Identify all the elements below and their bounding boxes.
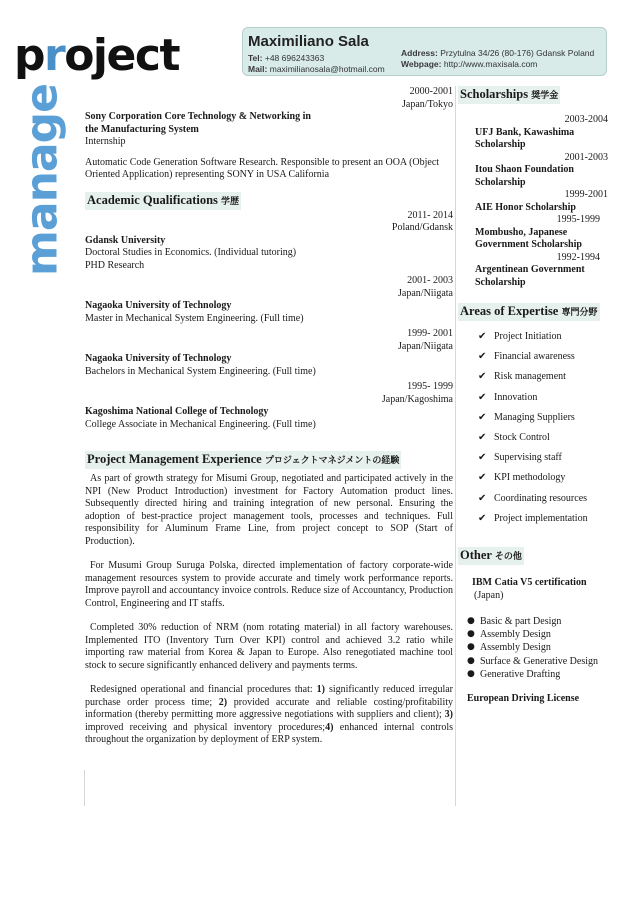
address: Przytulna 34/26 (80-176) Gdansk Poland [440, 48, 595, 58]
bullet-icon: ● [467, 655, 475, 666]
section-title-pm: Project Management Experience プロジェクトマネジメントの経験 [85, 451, 401, 469]
pm-paragraph: Completed 30% reduction of NRM (nom rotating material) in all factory warehouses. Implemented ITO (Inventory Turn Over KPI) control and achieved 3.2 ratio while importing raw material from Korea & Japan to Europe. Also renegotiated machine tool stock to secure significantly enhanced delivery and payments terms. [85, 622, 453, 671]
check-icon: ✔ [478, 512, 487, 524]
list-item: ✔ Financial awareness [458, 347, 608, 367]
bullet-icon: ● [467, 669, 475, 680]
list-item: ✔ KPI methodology [458, 468, 608, 488]
certification-note: (Japan) [474, 590, 504, 602]
scholarship-entry: 1992-1994 Argentinean Government Scholarship [475, 251, 600, 288]
check-icon: ✔ [478, 431, 487, 443]
scholarship-entry: 1999-2001 AIE Honor Scholarship [475, 189, 608, 213]
contact-header [242, 27, 607, 76]
list-item: ✔ Supervising staff [458, 448, 608, 468]
check-icon: ✔ [478, 391, 487, 403]
academic-entry: 1995- 1999 Japan/Kagoshima Kagoshima National College of Technology College Associate in Mechanical Engineering. (Full time) [85, 381, 453, 430]
section-title-academic: Academic Qualifications 学歴 [85, 192, 241, 210]
email: maximilianosala@hotmail.com [269, 63, 385, 74]
list-item: ✔ Managing Suppliers [458, 408, 608, 428]
list-item: ✔ Project Initiation [458, 327, 608, 347]
person-name: Maximiliano Sala [248, 33, 369, 50]
bullet-icon: ● [467, 615, 475, 626]
academic-entry: 2001- 2003 Japan/Niigata Nagaoka University of Technology Master in Mechanical System Engineering. (Full time) [85, 275, 453, 324]
expertise-list [458, 327, 608, 529]
scholarship-entry: 2003-2004 UFJ Bank, Kawashima Scholarship [475, 114, 608, 150]
driving-license: European Driving License [467, 693, 580, 705]
section-title-scholarships: Scholarships 奨学金 [458, 86, 560, 104]
left-column [85, 86, 453, 747]
list-item: ● Surface & Generative Design [467, 655, 599, 667]
contact-phone-mail: Tel: +48 696243363 Mail: maximilianosala@hotmail.com [248, 53, 385, 74]
list-item: ✔ Coordinating resources [458, 489, 608, 509]
scholarship-entry: 2001-2003 Itou Shaon Foundation Scholarship [475, 151, 608, 188]
section-title-expertise: Areas of Expertise 専門分野 [458, 303, 600, 321]
internship-entry: 2000-2001 Japan/Tokyo Sony Corporation Core Technology & Networking in the Manufacturing System Internship Automatic Code Generation Software Research. Responsible to present an OOA (Object Oriented Application) representing SONY in USA California [85, 86, 453, 180]
list-item: ✔ Innovation [458, 388, 608, 408]
list-item: ✔ Project implementation [458, 509, 608, 529]
contact-address-web: Address: Przytulna 34/26 (80-176) Gdansk Poland Webpage: http://www.maxisala.com [401, 48, 595, 69]
left-frame-line [84, 770, 85, 806]
list-item: ✔ Stock Control [458, 428, 608, 448]
bullet-icon: ● [467, 642, 475, 653]
check-icon: ✔ [478, 452, 487, 464]
academic-entry: 1999- 2001 Japan/Niigata Nagaoka University of Technology Bachelors in Mechanical System Engineering. (Full time) [85, 328, 453, 377]
skills-list [458, 615, 608, 681]
scholarship-entry: 1995-1999 Mombusho, Japanese Government Scholarship [475, 214, 600, 250]
list-item: ● Basic & part Design [467, 615, 562, 627]
column-divider [455, 86, 456, 806]
academic-entry: 2011- 2014 Poland/Gdansk Gdansk University Doctoral Studies in Economics. (Individual tutoring) PHD Research [85, 209, 453, 271]
phone: +48 696243363 [264, 53, 325, 63]
list-item: ✔ Risk management [458, 367, 608, 387]
certification: IBM Catia V5 certification [472, 576, 587, 588]
logo-project: project [14, 30, 179, 81]
pm-paragraph: Redesigned operational and financial procedures that: 1) significantly reduced irregular purchase order process time; 2) provided accurate and reliable costing/profitability information (thereby permitting more aggressive negotiations with suppliers and client); 3) improved receiving and physical inventory procedures;4) enhanced internal controls throughout the organization by deployment of ERP system. [85, 684, 453, 745]
check-icon: ✔ [478, 331, 487, 342]
logo-manage-wrap [10, 84, 74, 276]
check-icon: ✔ [478, 371, 487, 383]
check-icon: ✔ [478, 472, 487, 484]
bullet-icon: ● [467, 629, 475, 640]
pm-paragraph: As part of growth strategy for Misumi Group, negotiated and participated actively in the NPI (New Product Introduction) investment for Factory Automation product lines. Subsequently directed hiring and training integration of new personal. Ensuring the adoption of best-practice project management tools, processes and techniques. Full responsibility for Aluminum Frame Line, from project concept to SOP (Start of Production). [85, 473, 453, 547]
check-icon: ✔ [478, 411, 487, 423]
section-title-other: Other その他 [458, 547, 524, 565]
check-icon: ✔ [478, 351, 487, 363]
logo-manage: manage [16, 84, 68, 276]
list-item: ● Assembly Design [467, 629, 551, 641]
webpage: http://www.maxisala.com [443, 58, 538, 69]
list-item: ● Assembly Design [467, 642, 551, 654]
pm-paragraph: For Musumi Group Suruga Polska, directed implementation of factory corporate-wide management resources system to provide accurate and timely work performance reports. Improve payroll and accountancy invoice controls. Reduce size of Accountancy, Production Control, Engineering and IT staffs. [85, 560, 453, 609]
right-column [458, 86, 608, 706]
scholarship-list [458, 114, 608, 289]
check-icon: ✔ [478, 492, 487, 504]
list-item: ● Generative Drafting [467, 669, 561, 681]
